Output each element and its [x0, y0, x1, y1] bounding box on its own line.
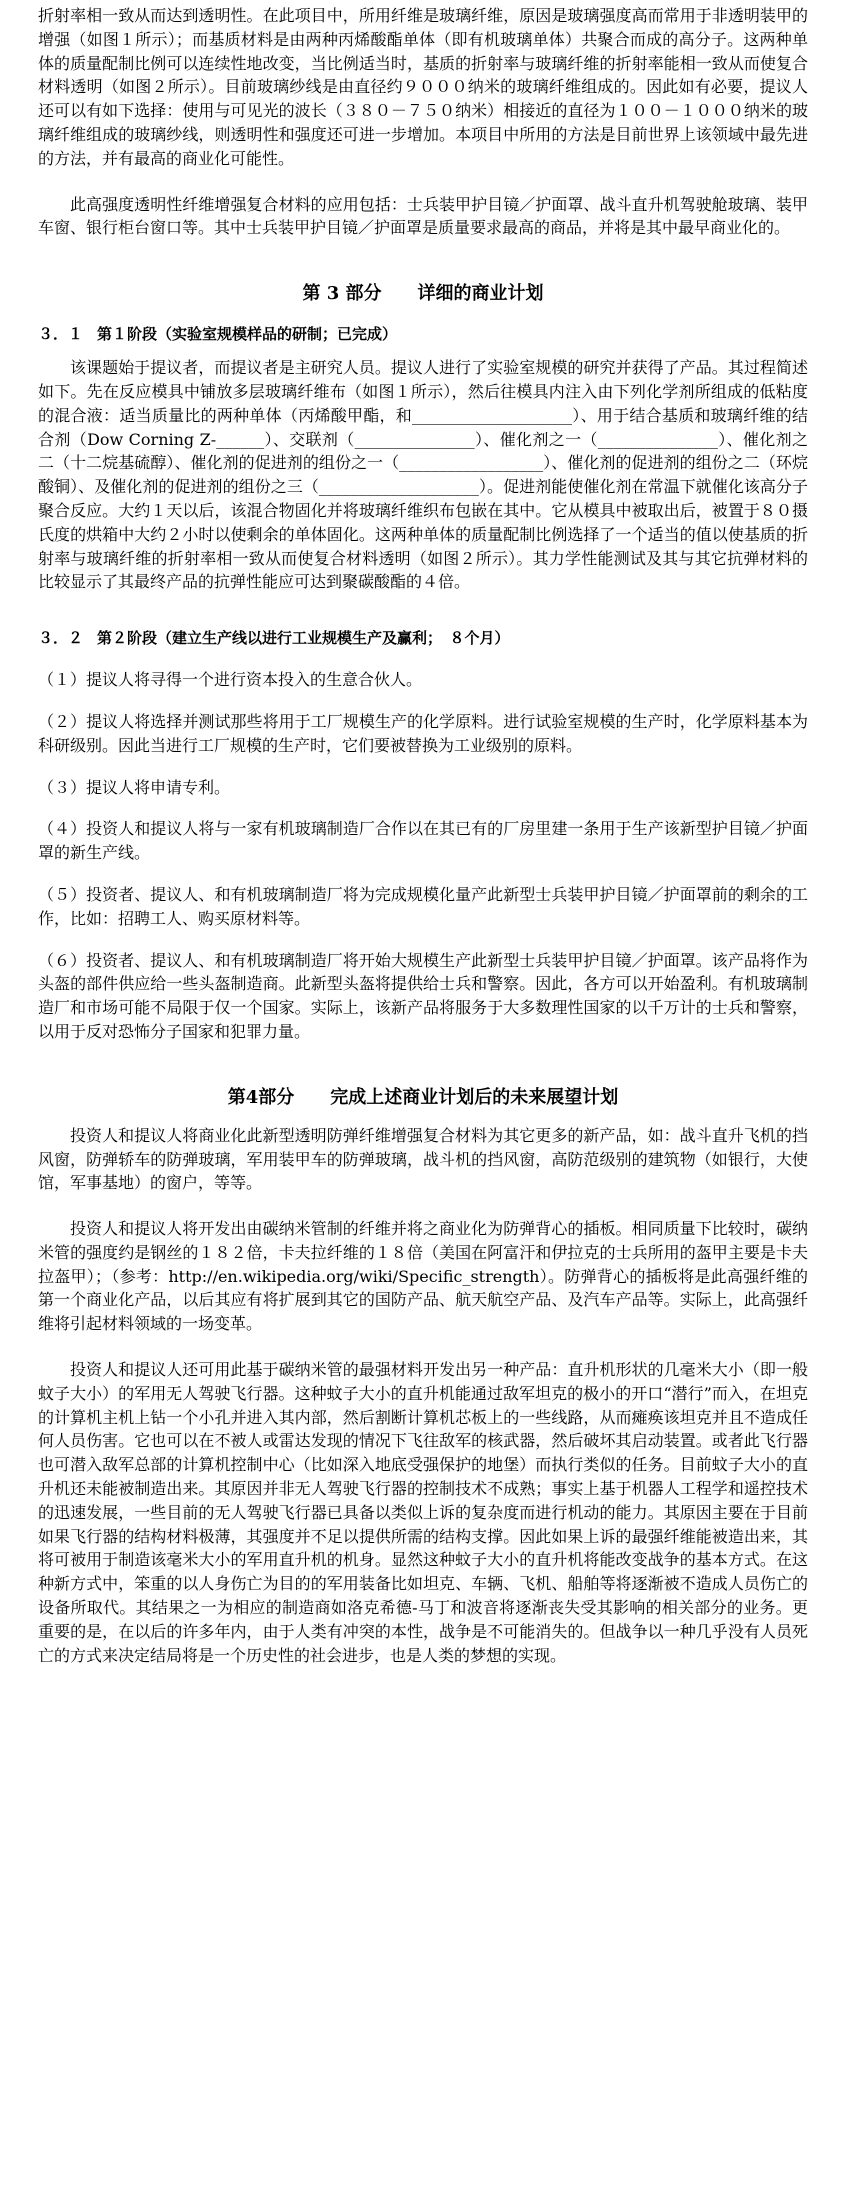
intro-paragraph-applications: 此高强度透明性纤维增强复合材料的应用包括：士兵装甲护目镜／护面罩、战斗直升机驾驶舱玻璃、装甲车窗、银行柜台窗口等。其中士兵装甲护目镜／护面罩是质量要求最高的商品，并将是其中最早商业化的。 [38, 194, 808, 238]
stage1-paragraph: 该课题始于提议者，而提议者是主研究人员。提议人进行了实验室规模的研究并获得了产品。其过程简述如下。先在反应模具中铺放多层玻璃纤维布（如图１所示），然后往模具内注入由下列化学剂所组成的低粘度的混合液：适当质量比的两种单体（丙烯酸甲酯，和____________________）、用于结合基质和玻璃纤维的结合剂（Dow Corning Z-______）、交联剂（_______________）、催化剂之一（_______________）、催化剂之二（十二烷基硫醇）、催化剂的促进剂的组份之一（__________________）、催化剂的促进剂的组份之二（环烷酸铜）、及催化剂的促进剂的组份之三（____________________）。促进剂能使催化剂在常温下就催化该高分子聚合反应。大约１天以后，该混合物固化并将玻璃纤维织布包嵌在其中。它从模具中被取出后，被置于８０摄氏度的烘箱中大约２小时以使剩余的单体固化。这两种单体的质量配制比例选择了一个适当的值以使基质的折射率与玻璃纤维的折射率相一致从而使复合材料透明（如图２所示）。其力学性能测试及其与其它抗弹材料的比较显示了其最终产品的抗弹性能应可达到聚碳酸酯的４倍。 [38, 358, 808, 592]
part3-number: 第 3 部分 [302, 283, 382, 305]
part4-title: 完成上述商业计划后的未来展望计划 [330, 1086, 619, 1108]
part3-heading [38, 280, 808, 308]
part4-paragraph-2: 投资人和提议人将开发出由碳纳米管制的纤维并将之商业化为防弹背心的插板。相同质量下比较时，碳纳米管的强度约是钢丝的１８２倍，卡夫拉纤维的１８倍（美国在阿富汗和伊拉克的士兵所用的盔甲主要是卡夫拉盔甲）；（参考：http://en.wikipedia.org/wiki/Specific_strength）。防弹背心的插板将是此高强纤维的第一个商业化产品，以后其应有将扩展到其它的国防产品、航天航空产品、及汽车产品等。实际上，此高强纤维将引起材料领域的一场变革。 [38, 1219, 808, 1334]
stage1-number: ３．１ [38, 325, 84, 344]
stage1-title: 第１阶段（实验室规模样品的研制；已完成） [97, 325, 398, 344]
stage2-item-1: （１）提议人将寻得一个进行资本投入的生意合伙人。 [38, 670, 423, 690]
stage2-item-2: （２）提议人将选择并测试那些将用于工厂规模生产的化学原料。进行试验室规模的生产时，化学原料基本为科研级别。因此当进行工厂规模的生产时，它们要被替换为工业级别的原料。 [38, 711, 808, 755]
stage2-heading [38, 626, 808, 650]
stage2-item-6: （６）投资者、提议人、和有机玻璃制造厂将开始大规模生产此新型士兵装甲护目镜／护面罩。该产品将作为头盔的部件供应给一些头盔制造商。此新型头盔将提供给士兵和警察。因此，各方可以开始盈利。有机玻璃制造厂和市场可能不局限于仅一个国家。实际上，该新产品将服务于大多数理性国家的以千万计的士兵和警察，以用于反对恐怖分子国家和犯罪力量。 [38, 950, 808, 1041]
part4-heading [38, 1084, 808, 1112]
part4-paragraph-1: 投资人和提议人将商业化此新型透明防弹纤维增强复合材料为其它更多的新产品，如：战斗直升飞机的挡风窗，防弹轿车的防弹玻璃，军用装甲车的防弹玻璃，战斗机的挡风窗，高防范级别的建筑物（如银行，大使馆，军事基地）的窗户，等等。 [38, 1125, 808, 1193]
stage2-item-3: （３）提议人将申请专利。 [38, 777, 231, 797]
stage1-heading [38, 322, 808, 346]
stage2-number: ３．２ [38, 629, 84, 648]
stage2-item-5: （５）投资者、提议人、和有机玻璃制造厂将为完成规模化量产此新型士兵装甲护目镜／护面罩前的剩余的工作，比如：招聘工人、购买原材料等。 [38, 884, 808, 928]
part4-paragraph-3: 投资人和提议人还可用此基于碳纳米管的最强材料开发出另一种产品：直升机形状的几毫米大小（即一般蚊子大小）的军用无人驾驶飞行器。这种蚊子大小的直升机能通过敌军坦克的极小的开口“潜行”而入，在坦克的计算机主机上钻一个小孔并进入其内部，然后割断计算机芯板上的一些线路，从而瘫痪该坦克并且不造成任何人员伤害。它也可以在不被人或雷达发现的情况下飞往敌军的核武器，然后破坏其启动装置。或者此飞行器也可潜入敌军总部的计算机控制中心（比如深入地底受强保护的地堡）而执行类似的任务。目前蚊子大小的直升机还未能被制造出来。其原因并非无人驾驶飞行器的控制技术不成熟；事实上基于机器人工程学和遥控技术的迅速发展，一些目前的无人驾驶飞行器已具备以类似上诉的复杂度而进行机动的能力。其原因主要在于目前如果飞行器的结构材料极薄，其强度并不足以提供所需的结构支撑。因此如果上诉的最强纤维能被造出来，其将可被用于制造该毫米大小的军用直升机的机身。显然这种蚊子大小的直升机将能改变战争的基本方式。在这种新方式中，笨重的以人身伤亡为目的的军用装备比如坦克、车辆、飞机、船舶等将逐渐被不造成人员伤亡的设备所取代。其结果之一为相应的制造商如洛克希德-马丁和波音将逐渐丧失受其影响的相关部分的业务。更重要的是，在以后的许多年内，由于人类有冲突的本性，战争是不可能消失的。但战争以一种几乎没有人员死亡的方式来决定结局将是一个历史性的社会进步，也是人类的梦想的实现。 [38, 1360, 808, 1665]
part4-number: 第4部分 [227, 1086, 295, 1108]
intro-paragraph-continuation: 折射率相一致从而达到透明性。在此项目中，所用纤维是玻璃纤维，原因是玻璃强度高而常用于非透明装甲的增强（如图１所示）；而基质材料是由两种丙烯酸酯单体（即有机玻璃单体）共聚合而成的高分子。这两种单体的质量配制比例可以连续性地改变，当比例适当时，基质的折射率与玻璃纤维的折射率能相一致从而使复合材料透明（如图２所示）。目前玻璃纱线是由直径约９０００纳米的玻璃纤维组成的。因此如有必要，提议人还可以有如下选择：使用与可见光的波长（３８０－７５０纳米）相接近的直径为１００－１０００纳米的玻璃纤维组成的玻璃纱线，则透明性和强度还可进一步增加。本项目中所用的方法是目前世界上该领域中最先进的方法，并有最高的商业化可能性。 [38, 6, 808, 168]
stage2-item-4: （４）投资人和提议人将与一家有机玻璃制造厂合作以在其已有的厂房里建一条用于生产该新型护目镜／护面罩的新生产线。 [38, 819, 808, 863]
stage2-title: 第２阶段（建立生产线以进行工业规模生产及赢利； ８个月） [97, 629, 510, 648]
part3-title: 详细的商业计划 [417, 283, 544, 305]
document-body [38, 4, 808, 1667]
